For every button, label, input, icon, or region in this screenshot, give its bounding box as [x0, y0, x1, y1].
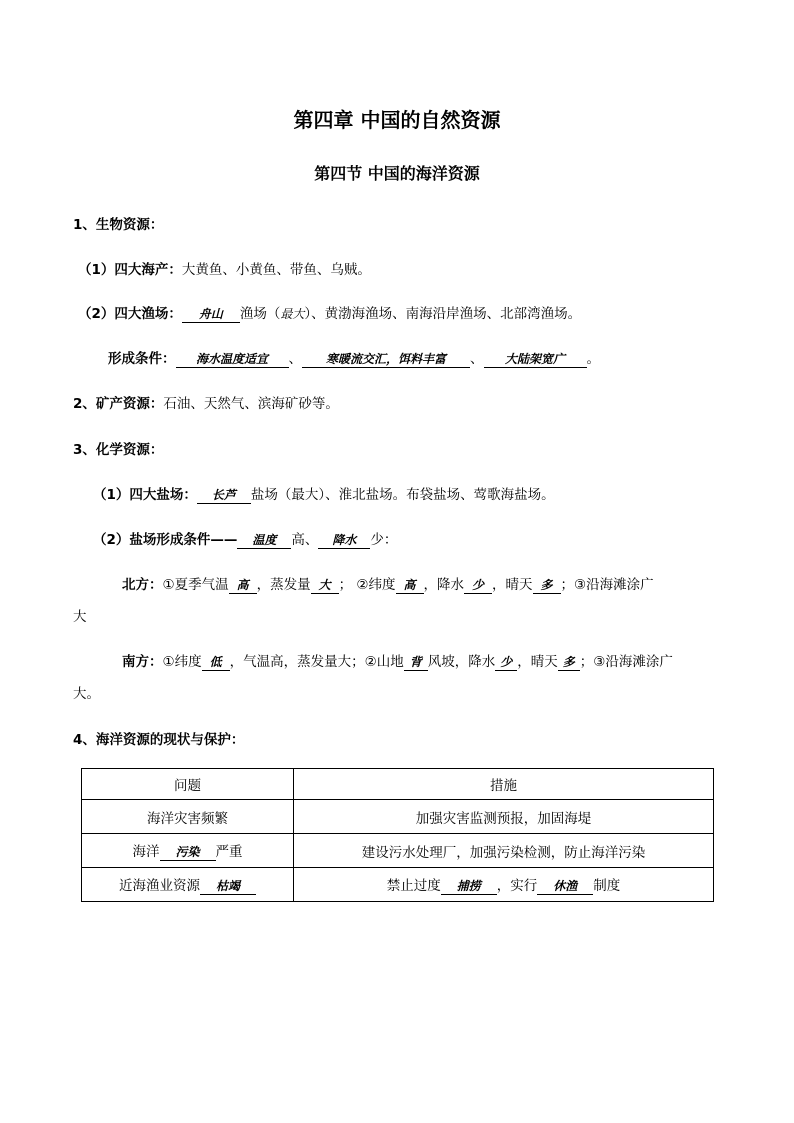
condition-blank-2: 寒暖流交汇，饵料丰富 [302, 351, 470, 368]
four-fishing-grounds-line [78, 304, 581, 324]
north-text-c: ； ②纬度 [338, 577, 396, 593]
problem-text-b: 严重 [215, 844, 243, 860]
salt-condition-blank-1: 温度 [237, 532, 291, 549]
salt-condition-blank-2: 降水 [318, 532, 370, 549]
condition-blank-3: 大陆架宽广 [484, 351, 587, 368]
section-2-heading: 2、矿产资源： [73, 396, 164, 412]
problem-cell: 海洋灾害频繁 [82, 800, 294, 834]
south-text-a: ①纬度 [162, 654, 202, 670]
salt-conditions-label: （2）盐场形成条件—— [93, 532, 238, 548]
salt-fields-text: 盐场（最大）、淮北盐场。布袋盐场、莺歌海盐场。 [250, 487, 555, 503]
north-blank-2: 大 [311, 577, 339, 594]
measure-cell: 建设污水处理厂，加强污染检测，防止海洋污染 [294, 834, 714, 868]
north-blank-1: 高 [229, 577, 257, 594]
north-text-d: ，降水 [423, 577, 465, 593]
end-period: 。 [586, 351, 600, 367]
problem-text-a: 海洋 [132, 844, 160, 860]
overfishing-blank: 捕捞 [441, 878, 497, 895]
four-seafood-label: （1）四大海产： [78, 262, 182, 278]
formation-label: 形成条件： [108, 351, 176, 367]
table-row [82, 868, 714, 902]
north-wrap: 大 [73, 609, 87, 625]
header-measure: 措施 [294, 769, 714, 800]
fishing-note: 最大 [280, 307, 305, 321]
mineral-resources-line [73, 394, 339, 414]
fishing-grounds-label: （2）四大渔场： [78, 306, 182, 322]
south-label: 南方： [122, 654, 163, 670]
table-header-row [82, 769, 714, 800]
four-seafood-text: 大黄鱼、小黄鱼、带鱼、乌贼。 [181, 262, 371, 278]
salt-conditions-mid: 高、 [291, 532, 319, 548]
south-blank-1: 低 [202, 654, 230, 671]
section-1-heading: 1、生物资源： [73, 217, 164, 233]
measure-cell [294, 868, 714, 902]
south-wrap: 大。 [73, 686, 100, 702]
fishing-text-b: ）、黄渤海渔场、南海沿岸渔场、北部湾渔场。 [304, 306, 582, 322]
north-text-e: ，晴天 [492, 577, 533, 593]
formation-conditions-line [108, 349, 600, 369]
four-seafood-line [78, 260, 371, 280]
south-blank-2: 背 [404, 654, 428, 671]
salt-conditions-end: 少： [370, 532, 398, 548]
problem-cell [82, 834, 294, 868]
section-3-heading: 3、化学资源： [73, 442, 164, 458]
measure-cell: 加强灾害监测预报，加固海堤 [294, 800, 714, 834]
south-text-c: 风坡，降水 [427, 654, 496, 670]
north-blank-3: 高 [396, 577, 424, 594]
problem-cell [82, 868, 294, 902]
south-text-e: ；③沿海滩涂广 [579, 654, 673, 670]
fishing-ground-blank: 舟山 [182, 306, 240, 323]
salt-field-blank: 长芦 [197, 487, 251, 504]
north-text-b: ，蒸发量 [256, 577, 311, 593]
south-blank-4: 多 [558, 654, 580, 671]
measure-text-c: 制度 [593, 878, 621, 894]
section-title: 第四节 中国的海洋资源 [314, 164, 480, 183]
north-blank-5: 多 [533, 577, 561, 594]
south-text-b: ，气温高，蒸发量大；②山地 [229, 654, 404, 670]
section-4-heading: 4、海洋资源的现状与保护： [73, 732, 245, 748]
fishing-ban-blank: 休渔 [537, 878, 593, 895]
north-text-a: ①夏季气温 [162, 577, 229, 593]
north-blank-4: 少 [464, 577, 492, 594]
protection-table [81, 768, 714, 902]
north-conditions-line [122, 575, 654, 595]
north-text-g: ；③沿海滩涂广 [560, 577, 654, 593]
header-problem: 问题 [82, 769, 294, 800]
salt-conditions-line [93, 530, 397, 550]
depletion-blank: 枯竭 [200, 878, 256, 895]
table-row [82, 800, 714, 834]
south-conditions-line [122, 652, 673, 672]
four-salt-fields-line [93, 485, 555, 505]
mineral-text: 石油、天然气、滨海矿砂等。 [163, 396, 339, 412]
measure-text-a: 禁止过度 [386, 878, 441, 894]
north-label: 北方： [122, 577, 163, 593]
sep-1: 、 [288, 351, 302, 367]
south-blank-3: 少 [495, 654, 517, 671]
salt-fields-label: （1）四大盐场： [93, 487, 197, 503]
fishing-text-a: 渔场（ [239, 306, 281, 322]
chapter-title: 第四章 中国的自然资源 [293, 108, 501, 132]
problem-text-a: 近海渔业资源 [119, 878, 200, 894]
table-row [82, 834, 714, 868]
measure-text-b: ，实行 [496, 878, 538, 894]
pollution-blank: 污染 [160, 844, 216, 861]
south-text-d: ，晴天 [517, 654, 558, 670]
sep-2: 、 [470, 351, 484, 367]
condition-blank-1: 海水温度适宜 [176, 351, 289, 368]
